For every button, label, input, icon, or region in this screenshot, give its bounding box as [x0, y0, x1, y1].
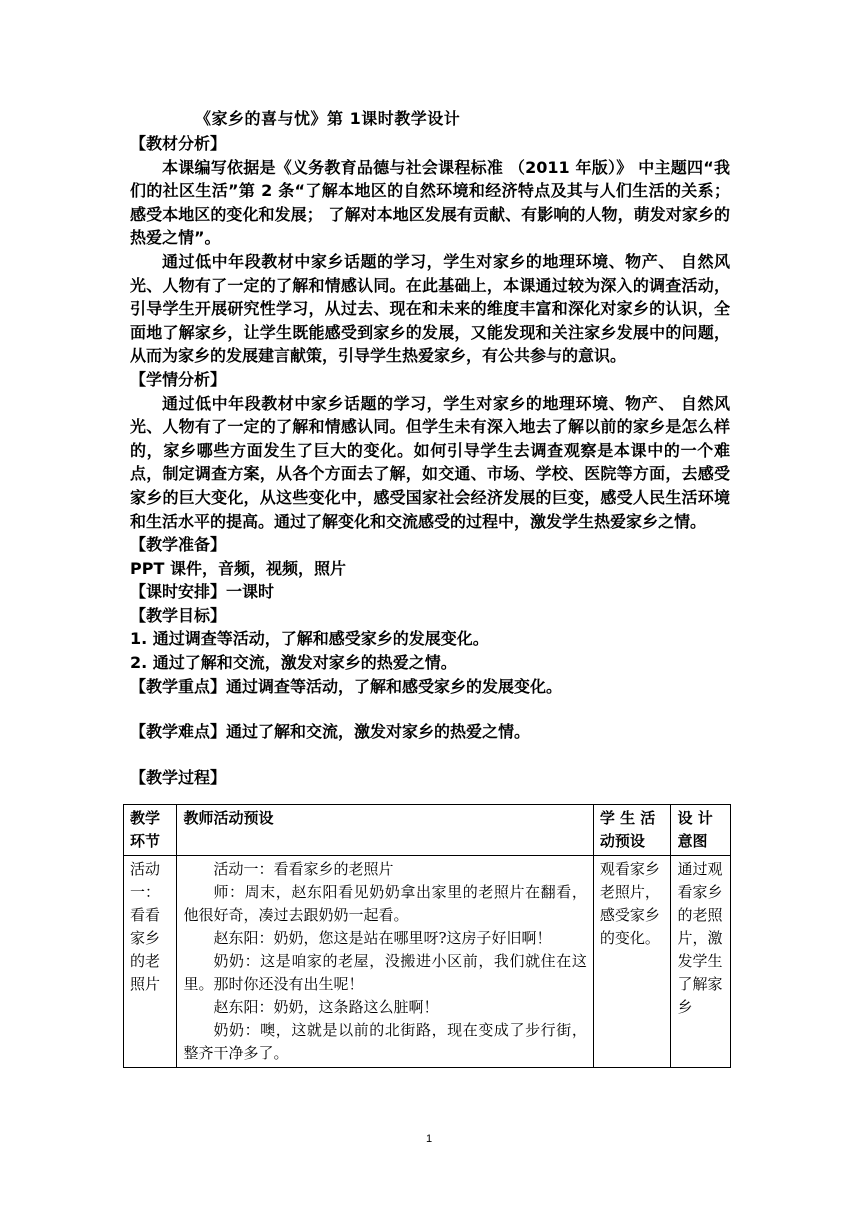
spacer: [130, 698, 730, 720]
learner-heading: 【学情分析】: [130, 369, 227, 389]
teacher-line: 奶奶：这是咱家的老屋，没搬进小区前，我们就住在这里。那时你还没有出生呢！: [183, 952, 587, 993]
teacher-line: 师：周末，赵东阳看见奶奶拿出家里的老照片在翻看，他很好奇，凑过去跟奶奶一起看。: [183, 883, 587, 924]
page-number: 1: [426, 1133, 433, 1145]
goal-item-1: 1. 通过调查等活动，了解和感受家乡的发展变化。: [130, 629, 489, 649]
document-body: [130, 132, 730, 789]
difficulty-point: 【教学难点】通过了解和交流，激发对家乡的热爱之情。: [130, 722, 531, 742]
material-heading: 【教材分析】: [130, 134, 227, 153]
teacher-line: 奶奶：噢，这就是以前的北街路，现在变成了步行街，整齐干净多了。: [183, 1021, 587, 1062]
header-student-activity: 学 生 活动预设: [593, 805, 671, 856]
document-title: 《家乡的喜与忧》第 1课时教学设计: [195, 109, 461, 128]
header-design-intent: 设 计意图: [671, 805, 731, 856]
material-paragraph-2: 通过低中年段教材中家乡话题的学习，学生对家乡的地理环境、物产、 自然风光、人物有了一定的了解和情感认同。在此基础上，本课通过较为深入的调查活动，引导学生开展研究性学习，从过去、现在和未来的维度丰富和深化对家乡的认识，全面地了解家乡，让学生既能感受到家乡的发展，又能发现和关注家乡发展中的问题，从而为家乡的发展建言献策，引导学生热爱家乡，有公共参与的意识。: [130, 251, 730, 366]
table-row: [124, 856, 731, 1068]
key-point: 【教学重点】通过调查等活动，了解和感受家乡的发展变化。: [130, 676, 563, 696]
cell-student-activity: 观看家乡老照片，感受家乡的变化。: [593, 856, 671, 1068]
goals-heading: 【教学目标】: [130, 605, 227, 625]
teacher-line: 赵东阳：奶奶，您这是站在哪里呀?这房子好旧啊！: [213, 929, 552, 947]
header-segment: 教学环节: [124, 805, 177, 856]
spacer: [130, 744, 730, 766]
learner-paragraph: 通过低中年段教材中家乡话题的学习，学生对家乡的地理环境、物产、 自然风光、人物有了一定的了解和情感认同。但学生未有深入地去了解以前的家乡是怎么样的，家乡哪些方面发生了巨大的变化。如何引导学生去调查观察是本课中的一个难点，制定调查方案，从各个方面去了解，如交通、市场、学校、医院等方面，去感受家乡的巨大变化，从这些变化中，感受国家社会经济发展的巨变，感受人民生活环境和生活水平的提高。通过了解变化和交流感受的过程中，激发学生热爱家乡之情。: [130, 393, 730, 531]
header-teacher-activity: 教师活动预设: [177, 805, 593, 856]
teacher-line: 赵东阳：奶奶，这条路这么脏啊！: [213, 998, 439, 1016]
teacher-line: 活动一：看看家乡的老照片: [213, 860, 394, 878]
goal-item-2: 2. 通过了解和交流，激发对家乡的热爱之情。: [130, 653, 457, 673]
prep-text: PPT 课件，音频，视频，照片: [130, 558, 346, 578]
schedule-line: 【课时安排】一课时: [130, 582, 275, 602]
prep-heading: 【教学准备】: [130, 535, 227, 555]
cell-teacher-activity: [177, 856, 593, 1068]
material-paragraph-1: 本课编写依据是《义务教育品德与社会课程标准 （2011 年版）》 中主题四“我们的社区生活”第 2 条“了解本地区的自然环境和经济特点及其与人们生活的关系；感受本地区的变化和发展； 了解对本地区发展有贡献、有影响的人物，萌发对家乡的热爱之情”。: [130, 157, 730, 248]
process-table: [123, 804, 731, 1068]
table-header-row: [124, 805, 731, 856]
process-heading: 【教学过程】: [130, 767, 227, 787]
cell-design-intent: 通过观看家乡的老照片，激发学生了解家乡: [671, 856, 731, 1068]
cell-segment: 活动一：看看家乡的老照片: [124, 856, 177, 1068]
